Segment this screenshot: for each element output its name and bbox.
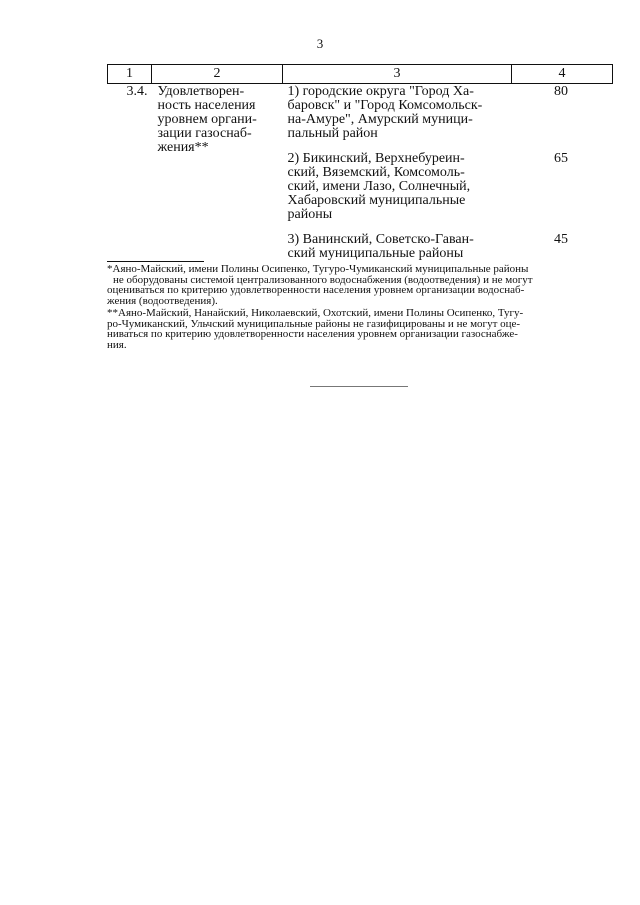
footnote-line: ниваться по критерию удовлетворенности населения уровнем организации газоснабже- [107, 328, 518, 341]
footnote-line: **Аяно-Майский, Нанайский, Николаевский, Охотский, имени Полины Осипенко, Тугу- [107, 306, 524, 319]
footnotes [107, 264, 612, 352]
footnote-line: ро-Чумиканский, Ульчский муниципальные районы не газифицированы и не могут оце- [107, 317, 521, 330]
group-line: баровск" и "Город Комсомольск- [287, 98, 483, 113]
indicator-line: ность населения [157, 98, 256, 113]
criterion-value-2: 65 [554, 151, 568, 166]
municipality-group-1 [283, 84, 512, 142]
footnote-line: жения (водоотведения). [107, 295, 218, 308]
table-row [108, 84, 613, 142]
group-line: ский, Вяземский, Комсомоль- [287, 165, 465, 180]
group-line: на-Амуре", Амурский муници- [287, 112, 473, 127]
row-index: 3.4. [126, 84, 148, 99]
header-cell-2: 2 [152, 65, 283, 84]
footnote-line: *Аяно-Майский, имени Полины Осипенко, Тугуро-Чумиканский муниципальные районы [107, 263, 529, 275]
footnote-gas [107, 308, 612, 351]
indicator-line: уровнем органи- [157, 112, 257, 127]
indicator-line: зации газоснаб- [157, 126, 252, 141]
group-line: 1) городские округа "Город Ха- [287, 84, 474, 99]
group-line: Хабаровский муниципальные [287, 193, 466, 208]
municipality-group-2 [283, 141, 512, 222]
footnote-water [107, 264, 612, 307]
indicator-line: Удовлетворен- [157, 84, 245, 99]
group-line: 3) Ванинский, Советско-Гаван- [287, 232, 474, 247]
footnote-line: оцениваться по критерию удовлетворенности населения уровнем организации водоснаб- [107, 284, 525, 297]
group-line: районы [287, 207, 333, 222]
header-cell-1: 1 [108, 65, 152, 84]
footnote-line: не оборудованы системой централизованного водоснабжения (водоотведения) и не могут [113, 273, 533, 286]
footnote-line: ния. [107, 338, 127, 351]
page-number: 3 [316, 36, 324, 51]
indicator-line: жения** [157, 140, 209, 155]
end-of-document-rule [310, 386, 408, 387]
header-cell-3: 3 [283, 65, 512, 84]
municipality-group-3 [283, 222, 512, 263]
group-line: ский муниципальные районы [287, 246, 464, 261]
criterion-value-1: 80 [554, 84, 568, 99]
indicator-table [107, 64, 613, 263]
footnote-divider [107, 261, 204, 262]
criterion-value-3: 45 [554, 232, 568, 247]
group-line: пальный район [287, 126, 378, 141]
table-header [108, 65, 613, 84]
group-line: ский, имени Лазо, Солнечный, [287, 179, 471, 194]
group-line: 2) Бикинский, Верхнебуреин- [287, 151, 465, 166]
header-cell-4: 4 [512, 65, 613, 84]
indicator-name [152, 84, 283, 264]
